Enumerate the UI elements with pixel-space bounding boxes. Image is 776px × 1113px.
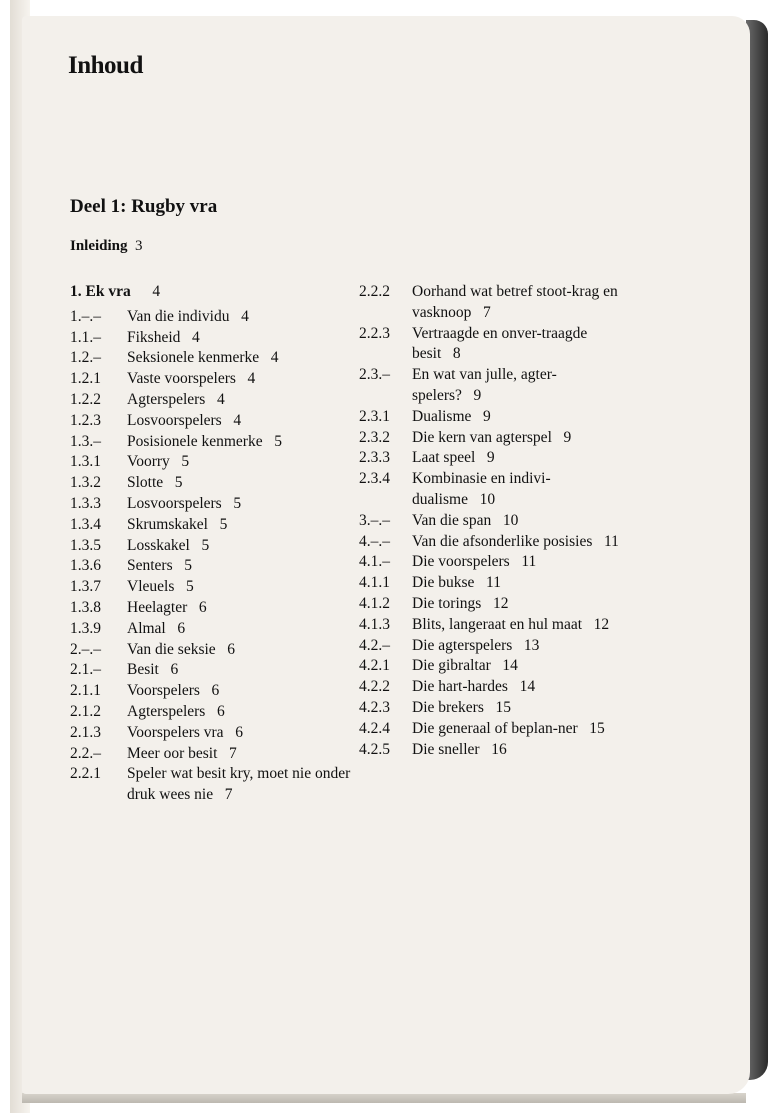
toc-entry-number: 2.3.2: [359, 428, 390, 446]
toc-entry: [359, 677, 619, 698]
toc-entry-page: 12: [492, 594, 509, 612]
toc-entry-page: 11: [604, 532, 619, 550]
toc-entry-title: Van die individu: [127, 307, 230, 325]
toc-entry-page: 11: [521, 553, 537, 571]
toc-entry: [70, 660, 370, 681]
toc-entry-page: 14: [519, 678, 536, 696]
toc-entry-body: [412, 552, 619, 573]
toc-entry-body: [127, 307, 370, 328]
toc-entry-number: 1.3.6: [70, 557, 101, 575]
toc-entry-number: 2.2.–: [70, 744, 101, 762]
toc-entry: [70, 515, 370, 536]
toc-entry-number: 2.3.4: [359, 470, 390, 488]
toc-entry-page: 4: [233, 411, 242, 429]
toc-entry-page: 4: [247, 370, 256, 388]
toc-entry: [359, 407, 619, 428]
toc-entry-body: [127, 411, 370, 432]
toc-entry: [359, 448, 619, 469]
toc-entry-page: 15: [589, 719, 605, 737]
toc-entry-body: [127, 536, 370, 557]
toc-left-column: [70, 282, 370, 806]
toc-entry-body: [412, 365, 619, 407]
toc-entry-body: [412, 532, 619, 553]
toc-entry-page: 6: [227, 640, 236, 658]
toc-entry-page: 4: [192, 328, 200, 346]
toc-entry-number: 1.3.8: [70, 598, 101, 616]
toc-entry-number: 1.–.–: [70, 307, 101, 325]
toc-entry-body: [412, 740, 619, 761]
toc-entry: [70, 764, 370, 806]
toc-entry-body: [127, 328, 370, 349]
toc-entry-body: [127, 369, 370, 390]
toc-entry-page: 8: [452, 345, 461, 363]
toc-entry-page: 9: [563, 428, 572, 446]
toc-entry-page: 14: [502, 657, 518, 675]
toc-entry: [359, 324, 619, 366]
inleiding-label: Inleiding: [70, 238, 128, 254]
toc-entry: [359, 719, 619, 740]
toc-entry-number: 4.1.2: [359, 594, 390, 612]
toc-entry: [70, 556, 370, 577]
toc-entry: [359, 573, 619, 594]
toc-entry: [359, 469, 619, 511]
toc-entry-page: 6: [211, 682, 220, 700]
toc-entry-number: 1.3.7: [70, 578, 101, 596]
toc-entry: [359, 636, 619, 657]
toc-entry-number: 1.3.2: [70, 474, 101, 492]
toc-entry-number: 4.1.–: [359, 553, 390, 571]
toc-entry-page: 4: [216, 390, 225, 408]
toc-entry-body: [127, 577, 370, 598]
toc-entry-page: 11: [486, 574, 501, 592]
toc-entry-body: [141, 282, 370, 303]
toc-entry-body: [127, 598, 370, 619]
toc-entry-number: 2.3.–: [359, 366, 390, 384]
toc-entry-body: [127, 619, 370, 640]
toc-entry-title: Die torings: [412, 594, 482, 612]
toc-entry-page: 5: [184, 557, 193, 575]
toc-entry-number: 1.2.3: [70, 411, 101, 429]
toc-entry-body: [127, 494, 370, 515]
toc-entry-number: 2.1.2: [70, 702, 101, 720]
toc-entry-title: Skrumskakel: [127, 515, 208, 533]
toc-entry-title: Losskakel: [127, 536, 190, 554]
toc-entry-title: En wat van julle, agter-spelers?: [412, 366, 557, 404]
toc-entry: [359, 698, 619, 719]
toc-entry-title: Almal: [127, 619, 166, 637]
toc-entry-page: 7: [483, 303, 491, 321]
toc-entry-number: 1.3.–: [70, 432, 101, 450]
toc-entry-number: 1. Ek vra: [70, 283, 131, 300]
toc-entry-body: [127, 660, 370, 681]
toc-entry-number: 2.3.3: [359, 449, 390, 467]
toc-entry-page: 16: [491, 740, 507, 758]
toc-entry-page: 4: [270, 349, 279, 367]
toc-entry-title: Die kern van agterspel: [412, 428, 552, 446]
toc-entry-body: [127, 681, 370, 702]
toc-entry-page: 5: [185, 578, 194, 596]
toc-entry-number: 4.2.5: [359, 740, 390, 758]
toc-entry-title: Van die span: [412, 511, 492, 529]
toc-entry-title: Slotte: [127, 474, 164, 492]
toc-entry-title: Blits, langeraat en hul maat: [412, 615, 583, 633]
toc-entry-title: Van die afsonderlike posisies: [412, 532, 593, 550]
toc-entry-body: [412, 324, 619, 366]
toc-entry-number: 2.2.1: [70, 765, 101, 783]
toc-entry: [359, 615, 619, 636]
toc-entry: [359, 594, 619, 615]
toc-entry-number: 2.–.–: [70, 640, 101, 658]
toc-entry-number: 1.3.3: [70, 494, 101, 512]
toc-entry-body: [127, 556, 370, 577]
toc-entry-page: 4: [241, 307, 249, 325]
toc-entry-body: [412, 594, 619, 615]
toc-entry: [359, 428, 619, 449]
toc-entry-number: 1.2.1: [70, 370, 101, 388]
toc-entry-page: 5: [219, 515, 228, 533]
toc-entry-page: 6: [216, 702, 225, 720]
toc-entry-body: [127, 473, 370, 494]
toc-entry-page: 5: [274, 432, 282, 450]
toc-entry: [70, 723, 370, 744]
toc-entry-page: 4: [152, 283, 161, 300]
toc-entry-title: Vertraagde en onver-traagde besit: [412, 324, 588, 363]
toc-entry-page: 6: [235, 723, 243, 741]
toc-entry: [70, 744, 370, 765]
toc-entry: [70, 282, 370, 303]
toc-entry-title: Die hart-hardes: [412, 678, 508, 696]
toc-entry-page: 13: [523, 636, 540, 654]
toc-entry-title: Agterspelers: [127, 702, 206, 720]
toc-entry: [70, 432, 370, 453]
toc-entry-number: 1.3.4: [70, 515, 101, 533]
toc-entry-body: [412, 573, 619, 594]
toc-entry-number: 1.3.1: [70, 453, 101, 471]
toc-entry-number: 2.1.–: [70, 661, 101, 679]
toc-entry-title: Kombinasie en indivi-dualisme: [412, 470, 551, 508]
toc-entry-title: Die brekers: [412, 698, 484, 716]
toc-entry-page: 5: [233, 494, 242, 512]
toc-entry-title: Van die seksie: [127, 640, 216, 658]
toc-entry: [359, 365, 619, 407]
toc-entry-number: 4.1.1: [359, 574, 390, 592]
toc-entry: [70, 577, 370, 598]
toc-entry-body: [412, 407, 619, 428]
toc-entry-body: [412, 469, 619, 511]
toc-entry-number: 4.1.3: [359, 615, 390, 633]
toc-entry-title: Laat speel: [412, 449, 476, 467]
toc-entry-page: 10: [502, 511, 519, 529]
toc-entry-title: Heelagter: [127, 598, 188, 616]
toc-entry: [70, 681, 370, 702]
toc-entry-title: Besit: [127, 661, 159, 679]
toc-entry-body: [412, 428, 619, 449]
toc-entry-title: Dualisme: [412, 407, 472, 425]
toc-entry-title: Posisionele kenmerke: [127, 432, 263, 450]
toc-entry-number: 3.–.–: [359, 511, 390, 529]
toc-entry-body: [412, 698, 619, 719]
toc-entry-number: 1.3.5: [70, 536, 101, 554]
toc-entry-page: 6: [198, 598, 207, 616]
toc-entry: [70, 536, 370, 557]
toc-entry-number: 4.2.–: [359, 636, 390, 654]
toc-entry-body: [127, 764, 370, 806]
toc-entry-title: Seksionele kenmerke: [127, 349, 260, 367]
toc-entry-title: Oorhand wat betref stoot-krag en vasknoop: [412, 283, 618, 321]
toc-entry-number: 4.2.2: [359, 678, 390, 696]
toc-entry: [359, 656, 619, 677]
toc-entry-title: Fiksheid: [127, 328, 181, 346]
toc-entry-title: Die bukse: [412, 574, 475, 592]
toc-entry: [70, 452, 370, 473]
toc-entry-body: [412, 282, 619, 324]
toc-entry: [70, 411, 370, 432]
toc-entry-page: 7: [224, 786, 233, 804]
toc-entry-body: [412, 448, 619, 469]
toc-entry: [359, 511, 619, 532]
toc-entry: [359, 552, 619, 573]
toc-entry: [70, 369, 370, 390]
toc-entry-title: Die gibraltar: [412, 657, 491, 675]
toc-entry-body: [127, 452, 370, 473]
toc-entry-number: 4.–.–: [359, 532, 390, 550]
toc-entry: [70, 390, 370, 411]
toc-entry-page: 12: [593, 615, 610, 633]
toc-entry-body: [412, 615, 619, 636]
toc-entry-body: [127, 348, 370, 369]
toc-entry-body: [127, 702, 370, 723]
toc-entry-number: 2.2.2: [359, 283, 390, 300]
toc-entry-body: [127, 744, 370, 765]
toc-entry-page: 15: [495, 698, 511, 716]
toc-entry-title: Voorry: [127, 453, 170, 471]
toc-entry-number: 2.3.1: [359, 407, 390, 425]
toc-entry: [70, 598, 370, 619]
inleiding-page: 3: [135, 238, 143, 254]
toc-entry-body: [412, 636, 619, 657]
toc-entry-title: Die generaal of beplan-ner: [412, 719, 578, 737]
toc-entry: [70, 619, 370, 640]
page-bottom-edge: [22, 1093, 746, 1103]
toc-entry-title: Voorspelers: [127, 682, 200, 700]
toc-entry-body: [412, 677, 619, 698]
toc-entry-title: Vaste voorspelers: [127, 370, 236, 388]
toc-entry: [359, 282, 619, 324]
toc-entry-number: 1.1.–: [70, 328, 101, 346]
toc-entry-number: 1.3.9: [70, 619, 101, 637]
toc-entry-body: [127, 432, 370, 453]
toc-entry-title: Speler wat besit kry, moet nie onder druk wees nie: [127, 765, 351, 804]
toc-entry: [70, 473, 370, 494]
toc-entry-number: 2.1.1: [70, 682, 101, 700]
toc-entry-title: Die sneller: [412, 740, 480, 758]
toc-entry: [70, 494, 370, 515]
toc-entry-body: [412, 511, 619, 532]
toc-entry: [70, 348, 370, 369]
toc-entry-title: Losvoorspelers: [127, 411, 222, 429]
toc-entry-title: Agterspelers: [127, 390, 206, 408]
toc-entry-page: 9: [473, 386, 482, 404]
toc-entry-page: 7: [229, 744, 237, 762]
toc-entry: [359, 532, 619, 553]
toc-entry-page: 10: [479, 490, 496, 508]
toc-entry-title: Die voorspelers: [412, 553, 510, 571]
page-title: Inhoud: [68, 52, 143, 79]
toc-entry-page: 6: [177, 619, 186, 637]
toc-entry-title: Die agterspelers: [412, 636, 513, 654]
toc-right-column: [359, 282, 619, 760]
toc-entry-body: [412, 656, 619, 677]
toc-entry-title: Voorspelers vra: [127, 723, 224, 741]
toc-entry-number: 1.2.–: [70, 349, 101, 367]
toc-entry-body: [127, 390, 370, 411]
toc-entry: [359, 740, 619, 761]
toc-entry-page: 6: [170, 661, 179, 679]
toc-entry: [70, 328, 370, 349]
toc-entry-title: Senters: [127, 557, 173, 575]
toc-entry-number: 2.1.3: [70, 723, 101, 741]
toc-entry-body: [127, 515, 370, 536]
toc-entry-title: Vleuels: [127, 578, 175, 596]
toc-entry-title: Meer oor besit: [127, 744, 218, 762]
toc-entry: [70, 702, 370, 723]
toc-entry: [70, 307, 370, 328]
toc-entry-body: [412, 719, 619, 740]
toc-entry-page: 5: [181, 453, 190, 471]
toc-entry-number: 4.2.1: [359, 657, 390, 675]
section-heading: Deel 1: Rugby vra: [70, 196, 218, 217]
toc-entry-page: 9: [486, 449, 495, 467]
toc-entry-number: 4.2.3: [359, 698, 390, 716]
toc-entry-title: Losvoorspelers: [127, 494, 222, 512]
toc-entry-body: [127, 640, 370, 661]
toc-entry-page: 5: [201, 536, 210, 554]
toc-entry-number: 1.2.2: [70, 390, 101, 408]
inleiding-entry: [70, 238, 143, 255]
toc-entry: [70, 640, 370, 661]
toc-entry-page: 5: [174, 474, 183, 492]
toc-entry-number: 4.2.4: [359, 719, 390, 737]
toc-entry-page: 9: [483, 407, 491, 425]
toc-entry-number: 2.2.3: [359, 324, 390, 342]
toc-entry-body: [127, 723, 370, 744]
